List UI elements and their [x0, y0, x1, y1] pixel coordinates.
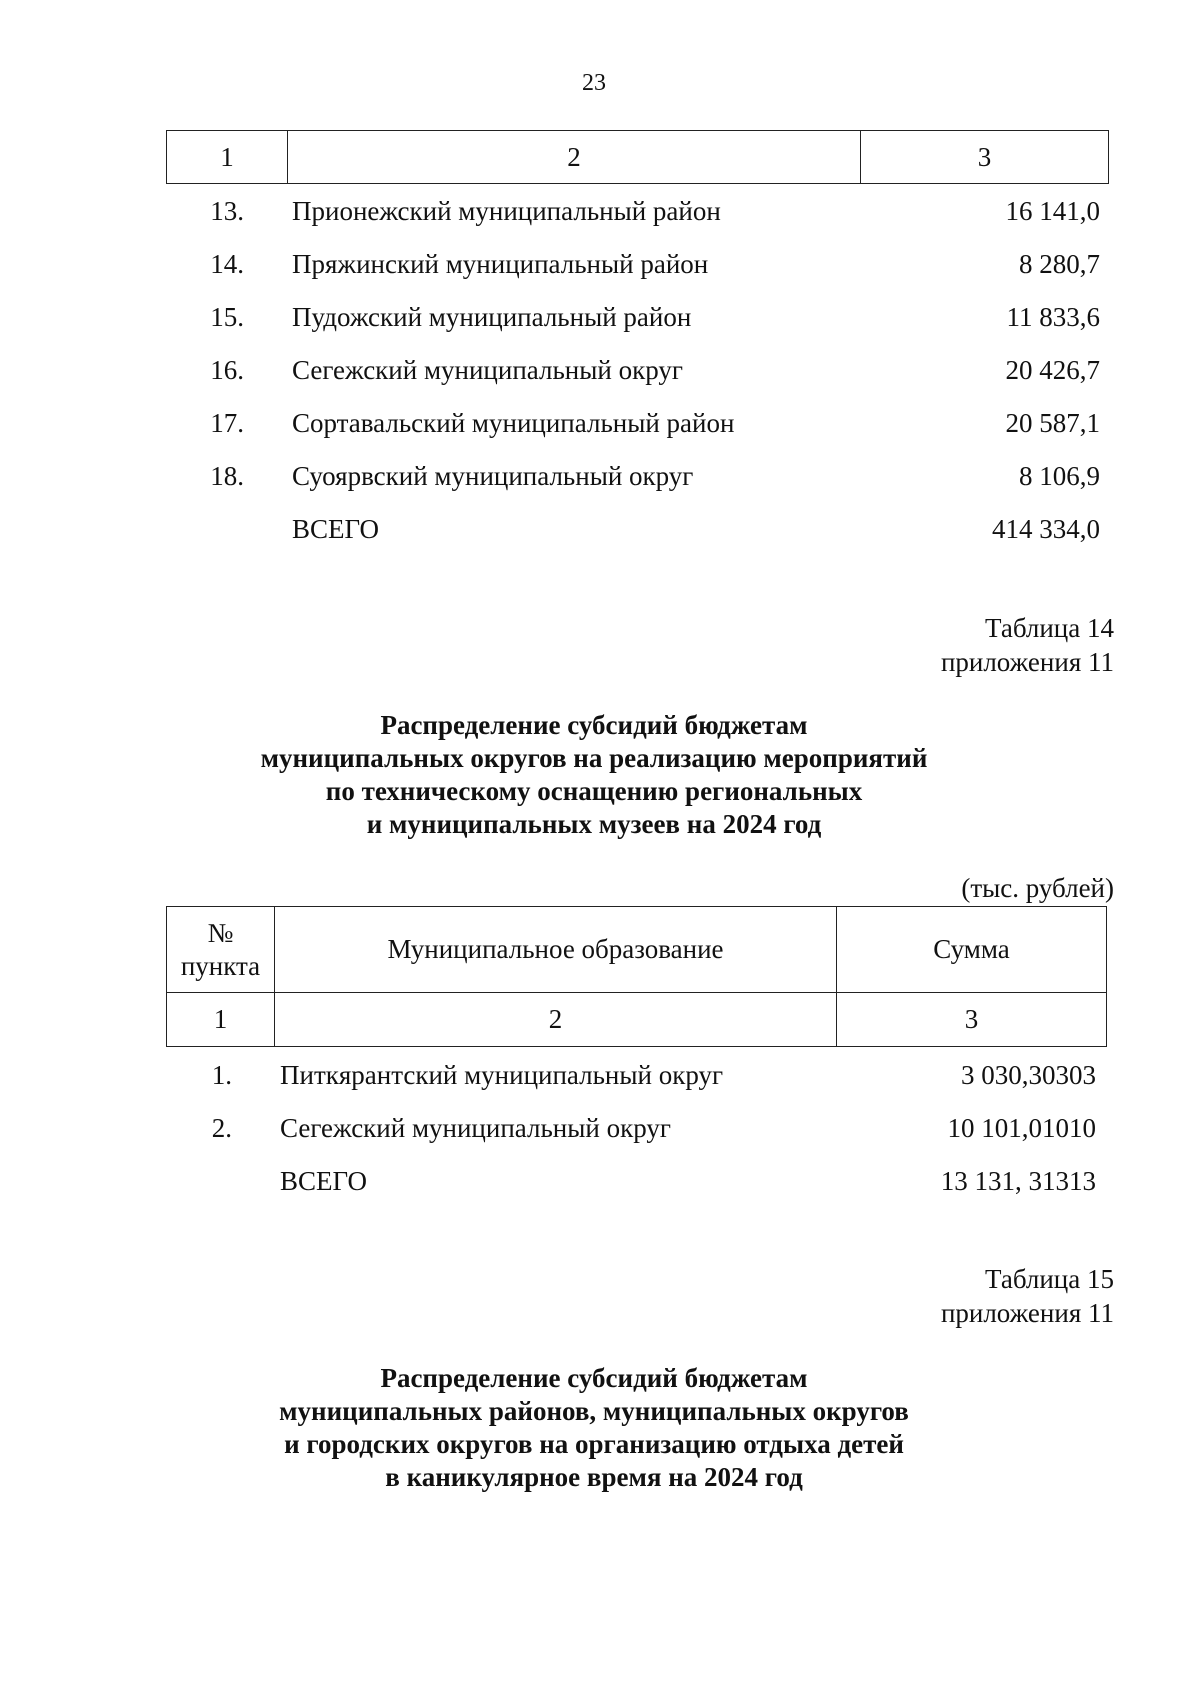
row-number: 2. — [211, 1113, 232, 1143]
table14-label — [941, 611, 1114, 679]
col-number-2: 2 — [275, 993, 837, 1047]
row-number: 15. — [210, 302, 244, 332]
row-number: 1. — [211, 1060, 232, 1090]
col-number-3: 3 — [861, 131, 1109, 184]
table15-label — [941, 1262, 1114, 1330]
row-amount: 10 101,01010 — [947, 1113, 1096, 1143]
table14-title — [0, 709, 1188, 841]
row-name: Питкярантский муниципальный округ — [280, 1060, 724, 1090]
table13-header — [166, 130, 1109, 184]
col-number-2: 2 — [288, 131, 861, 184]
page-number: 23 — [582, 70, 606, 96]
row-number: 14. — [210, 249, 244, 279]
row-amount: 8 280,7 — [1019, 249, 1100, 279]
table15-label-line1: Таблица 15 — [985, 1264, 1114, 1294]
title-line: в каникулярное время на 2024 год — [385, 1462, 803, 1492]
col-header-num-line1: № — [207, 917, 234, 948]
row-name: Прионежский муниципальный район — [292, 196, 721, 226]
col-number-3: 3 — [837, 993, 1107, 1047]
col-header-name: Муниципальное образование — [275, 907, 837, 993]
row-number: 18. — [210, 461, 244, 491]
col-header-sum: Сумма — [837, 907, 1107, 993]
title-line: и муниципальных музеев на 2024 год — [366, 809, 822, 839]
table15-title — [0, 1362, 1188, 1494]
row-amount: 3 030,30303 — [961, 1060, 1096, 1090]
row-number: 17. — [210, 408, 244, 438]
row-number: 16. — [210, 355, 244, 385]
row-name: Пряжинский муниципальный район — [292, 249, 709, 279]
table14-label-line2: приложения 11 — [940, 647, 1114, 677]
row-name: Сегежский муниципальный округ — [292, 355, 683, 385]
row-name: Сегежский муниципальный округ — [280, 1113, 671, 1143]
title-line: Распределение субсидий бюджетам — [380, 710, 808, 740]
title-line: и городских округов на организацию отдыха детей — [284, 1429, 904, 1459]
units-label: (тыс. рублей) — [961, 873, 1114, 903]
row-number: 13. — [210, 196, 244, 226]
col-number-1: 1 — [167, 131, 288, 184]
row-amount: 20 426,7 — [1005, 355, 1100, 385]
row-amount: 8 106,9 — [1019, 461, 1100, 491]
col-number-1: 1 — [167, 993, 275, 1047]
row-amount: 16 141,0 — [1005, 196, 1100, 226]
table14-header — [166, 906, 1107, 1047]
title-line: Распределение субсидий бюджетам — [380, 1363, 808, 1393]
total-amount: 414 334,0 — [992, 514, 1100, 544]
total-amount: 13 131, 31313 — [940, 1166, 1096, 1196]
row-name: Суоярвский муниципальный округ — [292, 461, 694, 491]
row-name: Сортавальский муниципальный район — [292, 408, 735, 438]
title-line: муниципальных районов, муниципальных округов — [279, 1396, 909, 1426]
title-line: по техническому оснащению региональных — [325, 776, 863, 806]
total-label: ВСЕГО — [292, 514, 379, 544]
row-name: Пудожский муниципальный район — [292, 302, 692, 332]
row-amount: 20 587,1 — [1005, 408, 1100, 438]
title-line: муниципальных округов на реализацию мероприятий — [260, 743, 928, 773]
col-header-num — [167, 907, 275, 993]
col-header-num-line2: пункта — [180, 950, 261, 981]
row-amount: 11 833,6 — [1006, 302, 1100, 332]
total-label: ВСЕГО — [280, 1166, 367, 1196]
table15-label-line2: приложения 11 — [940, 1298, 1114, 1328]
table14-label-line1: Таблица 14 — [985, 613, 1114, 643]
